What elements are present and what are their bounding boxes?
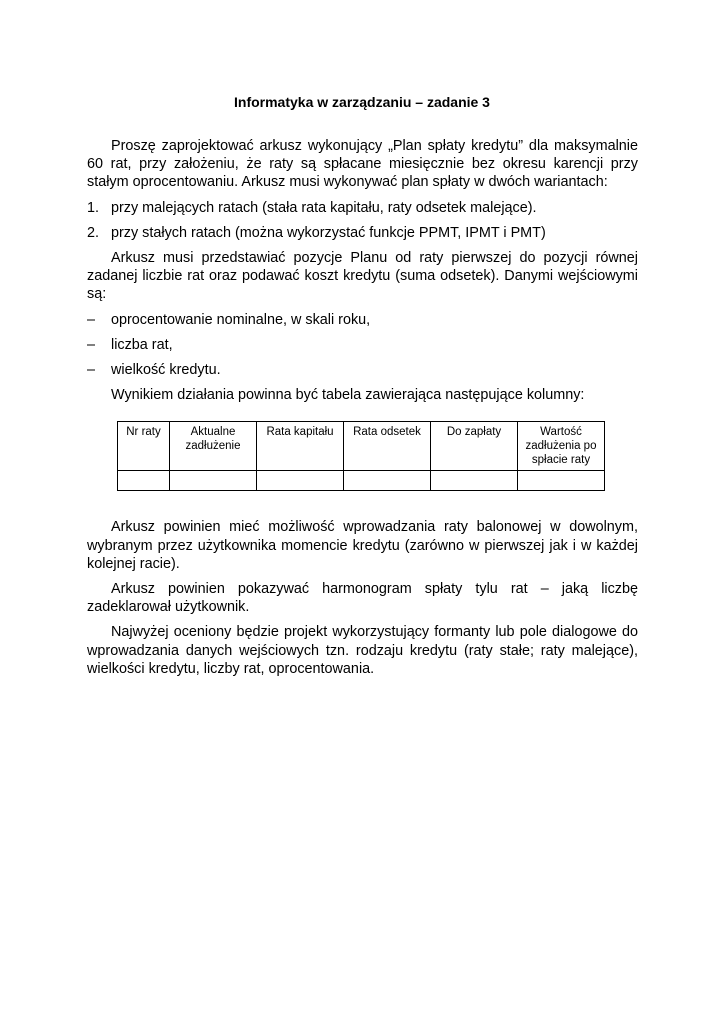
document-title: Informatyka w zarządzaniu – zadanie 3: [234, 94, 490, 110]
table-header-cell: Rata odsetek: [344, 422, 431, 471]
schedule-paragraph: Arkusz powinien pokazywać harmonogram spłaty tylu rat – jaką liczbę zadeklarował użytkownik.: [87, 581, 638, 616]
table-header-cell: Aktualne zadłużenie: [170, 422, 257, 471]
input-text: oprocentowanie nominalne, w skali roku,: [111, 311, 371, 328]
variant-text: przy stałych ratach (można wykorzystać funkcje PPMT, IPMT i PMT): [111, 224, 546, 241]
document-body: [87, 137, 638, 685]
table-row: [118, 471, 605, 491]
table-header-cell: Do zapłaty: [431, 422, 518, 471]
result-intro-paragraph: Wynikiem działania powinna być tabela zawierająca następujące kolumny:: [111, 387, 585, 404]
variant-item: [87, 224, 638, 242]
balloon-paragraph: Arkusz powinien mieć możliwość wprowadzania raty balonowej w dowolnym, wybranym przez użytkownika momencie kredytu (zarówno w pierwszej jak i w każdej kolejnej racie).: [87, 519, 638, 572]
table-cell: [257, 471, 344, 491]
spacer: [87, 491, 638, 518]
dash-bullet: –: [87, 336, 96, 353]
variant-item: [87, 199, 638, 217]
table-cell: [431, 471, 518, 491]
columns-table: [117, 421, 605, 491]
input-item: [87, 361, 638, 379]
table-cell: [118, 471, 170, 491]
input-text: wielkość kredytu.: [111, 362, 221, 379]
input-text: liczba rat,: [111, 336, 173, 353]
intro-paragraph: Proszę zaprojektować arkusz wykonujący „Plan spłaty kredytu” dla maksymalnie 60 rat, przy założeniu, że raty są spłacane miesięcznie bez okresu karencji przy stałym oprocentowaniu. Arkusz musi wykonywać plan spłaty w dwóch wariantach:: [87, 138, 638, 191]
dash-bullet: –: [87, 311, 96, 328]
table-cell: [170, 471, 257, 491]
variant-text: przy malejących ratach (stała rata kapitału, raty odsetek malejące).: [111, 199, 537, 216]
table-cell: [518, 471, 605, 491]
input-item: [87, 336, 638, 354]
table-cell: [344, 471, 431, 491]
table-header-row: [118, 422, 605, 471]
table-header-cell: Nr raty: [118, 422, 170, 471]
list-number: 2.: [87, 224, 100, 241]
positions-paragraph: Arkusz musi przedstawiać pozycje Planu od raty pierwszej do pozycji równej zadanej liczbie rat oraz podawać koszt kredytu (suma odsetek). Danymi wejściowymi są:: [87, 250, 638, 303]
table-header-cell: Wartość zadłużenia po spłacie raty: [518, 422, 605, 471]
table-header-cell: Rata kapitału: [257, 422, 344, 471]
list-number: 1.: [87, 199, 100, 216]
dash-bullet: –: [87, 362, 96, 379]
grading-paragraph: Najwyżej oceniony będzie projekt wykorzystujący formanty lub pole dialogowe do wprowadzania danych wejściowych tzn. rodzaju kredytu (raty stałe; raty malejące), wielkości kredytu, liczby rat, oprocentowania.: [87, 624, 638, 677]
input-item: [87, 311, 638, 329]
